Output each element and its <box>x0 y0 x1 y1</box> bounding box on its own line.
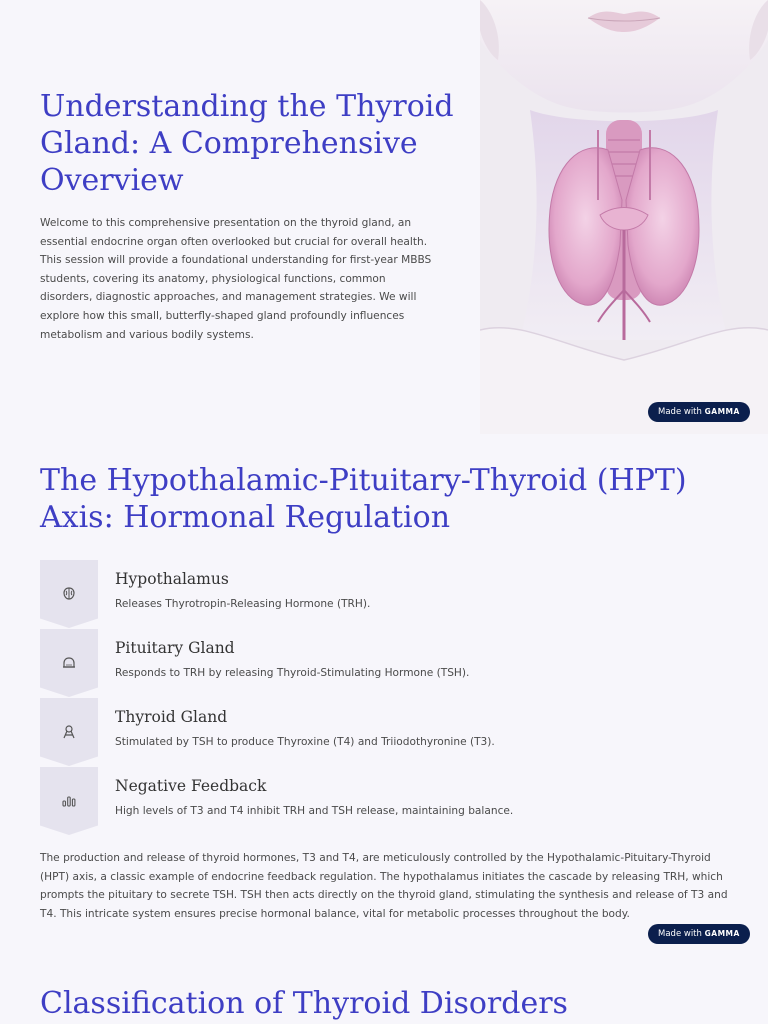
badge-prefix: Made with <box>658 407 702 417</box>
step-description: High levels of T3 and T4 inhibit TRH and TSH release, maintaining balance. <box>115 805 514 817</box>
step-description: Releases Thyrotropin-Releasing Hormone (TRH). <box>115 598 371 610</box>
brain-icon <box>60 585 78 603</box>
made-with-gamma-badge[interactable] <box>648 402 750 422</box>
step-thyroid-gland <box>40 698 740 766</box>
intro-paragraph: Welcome to this comprehensive presentation on the thyroid gland, an essential endocrine organ often overlooked but crucial for overall health. This session will provide a foundational understanding for first-year MBBS students, covering its anatomy, physiological functions, common disorders, diagnostic approaches, and management strategies. We will explore how this small, butterfly-shaped gland profoundly influences metabolism and various bodily systems. <box>40 217 432 341</box>
hpt-axis-title: The Hypothalamic-Pituitary-Thyroid (HPT) Axis: Hormonal Regulation <box>40 463 687 535</box>
step-description: Responds to TRH by releasing Thyroid-Stimulating Hormone (TSH). <box>115 667 470 679</box>
ribbon-icon <box>60 723 78 741</box>
step-marker <box>40 767 98 835</box>
step-title: Negative Feedback <box>115 777 267 795</box>
badge-brand: GAMMA <box>704 407 740 416</box>
page-title: Understanding the Thyroid Gland: A Comprehensive Overview <box>40 89 454 198</box>
step-marker <box>40 629 98 697</box>
step-negative-feedback <box>40 767 740 835</box>
step-description: Stimulated by TSH to produce Thyroxine (T4) and Triiodothyronine (T3). <box>115 736 495 748</box>
badge-brand: GAMMA <box>704 929 740 938</box>
made-with-gamma-badge[interactable] <box>648 924 750 944</box>
hpt-axis-paragraph: The production and release of thyroid hormones, T3 and T4, are meticulously controlled by the Hypothalamic-Pituitary-Thyroid (HPT) axis, a classic example of endocrine feedback regulation. The hypothalamus initiates the cascade by releasing TRH, which prompts the pituitary to secrete TSH. TSH then acts directly on the thyroid gland, stimulating the synthesis and release of T3 and T4. This intricate system ensures precise hormonal balance, vital for metabolic processes throughout the body. <box>40 852 728 920</box>
gland-icon <box>60 654 78 672</box>
step-hypothalamus <box>40 560 740 628</box>
thyroid-illustration <box>480 0 768 434</box>
slide-intro <box>0 0 768 434</box>
step-marker <box>40 560 98 628</box>
step-pituitary-gland <box>40 629 740 697</box>
thyroid-disorders-title: Classification of Thyroid Disorders <box>40 986 568 1021</box>
step-title: Pituitary Gland <box>115 639 235 657</box>
bar-chart-icon <box>60 792 78 810</box>
step-marker <box>40 698 98 766</box>
step-title: Hypothalamus <box>115 570 229 588</box>
badge-prefix: Made with <box>658 929 702 939</box>
step-title: Thyroid Gland <box>115 708 228 726</box>
